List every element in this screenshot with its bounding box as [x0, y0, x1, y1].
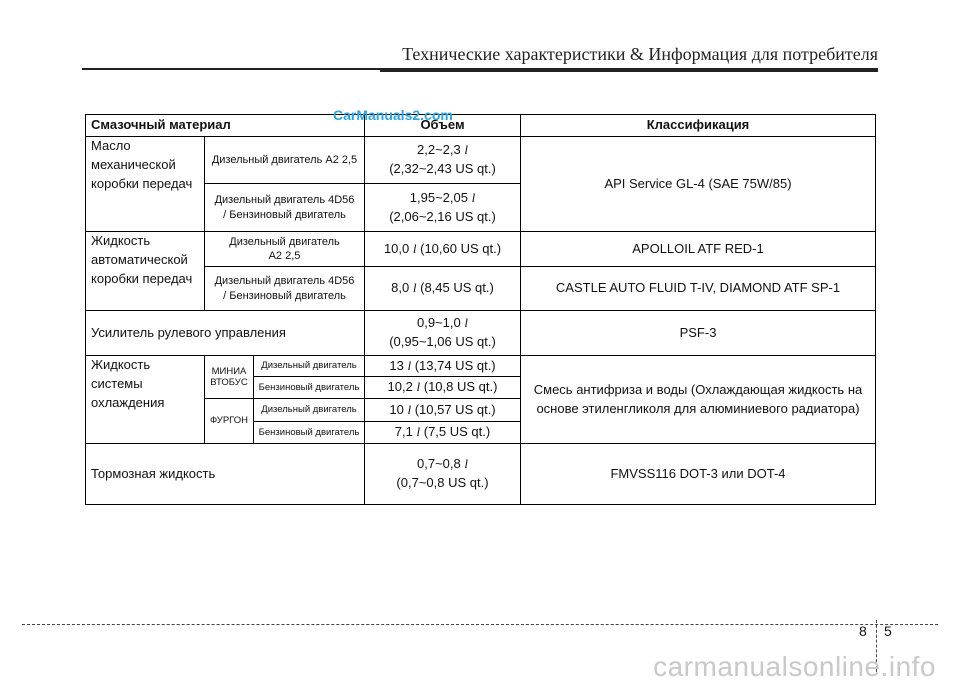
- steering-volume: 0,9~1,0 l (0,95~1,06 US qt.): [365, 311, 521, 356]
- steering-classification: PSF-3: [521, 311, 875, 356]
- manual-volume-a2: 2,2~2,3 l (2,32~2,43 US qt.): [365, 137, 521, 184]
- manual-engine-4d56: Дизельный двигатель 4D56 / Бензиновый двигатель: [205, 184, 365, 232]
- steering-label: Усилитель рулевого управления: [86, 311, 365, 356]
- site-watermark: carmanualsonline.info: [653, 651, 936, 682]
- coolant-volume-4: 7,1 l (7,5 US qt.): [365, 422, 521, 444]
- coolant-minibus-diesel: Дизельный двигатель: [254, 356, 365, 377]
- coolant-van-label: ФУРГОН: [205, 399, 254, 444]
- coolant-minibus-label: МИНИА ВТОБУС: [205, 356, 254, 399]
- header-volume: Объем: [365, 115, 521, 137]
- auto-engine-4d56: Дизельный двигатель 4D56 / Бензиновый двигатель: [205, 267, 365, 311]
- manual-classification: API Service GL-4 (SAE 75W/85): [521, 137, 875, 232]
- manual-transmission-label: Масло механической коробки передач: [86, 137, 205, 232]
- coolant-van-diesel: Дизельный двигатель: [254, 399, 365, 422]
- header-material: Смазочный материал: [86, 115, 365, 137]
- coolant-label: Жидкость системы охлаждения: [86, 356, 205, 444]
- auto-engine-a2: Дизельный двигатель A2 2,5: [205, 232, 365, 267]
- lubricants-table: [85, 114, 876, 505]
- watermark-logo: CarManuals2.com: [333, 107, 453, 123]
- coolant-volume-3: 10 l (10,57 US qt.): [365, 399, 521, 422]
- auto-classification-a2: APOLLOIL ATF RED-1: [521, 232, 875, 267]
- brake-volume: 0,7~0,8 l (0,7~0,8 US qt.): [365, 444, 521, 504]
- auto-volume-a2: 10,0 l (10,60 US qt.): [365, 232, 521, 267]
- brake-label: Тормозная жидкость: [86, 444, 365, 504]
- auto-volume-4d56: 8,0 l (8,45 US qt.): [365, 267, 521, 311]
- page-number: 5: [884, 623, 892, 639]
- coolant-van-petrol: Бензиновый двигатель: [254, 422, 365, 444]
- auto-classification-4d56: CASTLE AUTO FLUID T-IV, DIAMOND ATF SP-1: [521, 267, 875, 311]
- coolant-classification: Смесь антифриза и воды (Охлаждающая жидкость на основе этиленгликоля для алюминиевого радиатора): [521, 356, 875, 444]
- header-classification: Классификация: [521, 115, 875, 137]
- page-header-title: Технические характеристики & Информация для потребителя: [402, 44, 878, 64]
- page-section-number: 8: [859, 623, 867, 639]
- coolant-minibus-petrol: Бензиновый двигатель: [254, 377, 365, 399]
- manual-engine-a2: Дизельный двигатель A2 2,5: [205, 137, 365, 184]
- header-rule: [82, 68, 878, 70]
- auto-transmission-label: Жидкость автоматической коробки передач: [86, 232, 205, 311]
- coolant-volume-2: 10,2 l (10,8 US qt.): [365, 377, 521, 399]
- manual-volume-4d56: 1,95~2,05 l (2,06~2,16 US qt.): [365, 184, 521, 232]
- footer-rule: [22, 624, 938, 625]
- brake-classification: FMVSS116 DOT-3 или DOT-4: [610, 465, 786, 481]
- coolant-volume-1: 13 l (13,74 US qt.): [365, 356, 521, 377]
